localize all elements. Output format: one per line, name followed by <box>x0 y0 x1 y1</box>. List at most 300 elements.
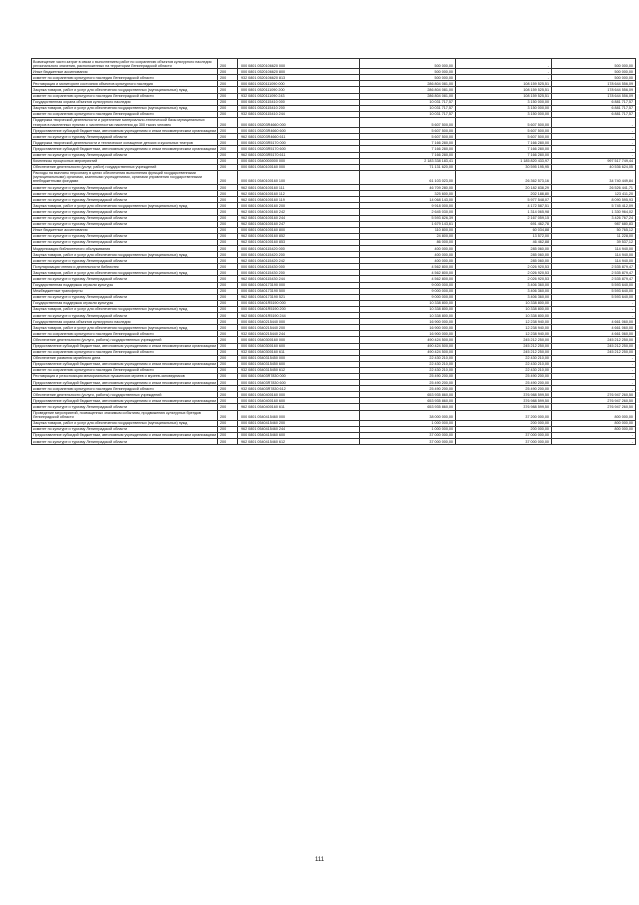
row-classification-cell: 000 0801 0540100160 100 <box>238 170 360 184</box>
row-unexecuted-amount-cell: 500 000,00 <box>552 59 636 69</box>
row-code-cell: 200 <box>218 105 238 111</box>
row-name-cell: комитет по сохранению культурного наследия Ленинградской области <box>32 367 218 373</box>
row-executed-amount-cell: 691 462,78 <box>456 221 552 227</box>
row-unexecuted-amount-cell: - <box>552 361 636 367</box>
row-approved-amount-cell: 61 103 023,00 <box>360 170 456 184</box>
row-code-cell: 200 <box>218 59 238 69</box>
row-code-cell: 200 <box>218 209 238 215</box>
row-name-cell: Предоставление субсидий бюджетным, автономным учреждениям и иным некоммерческим организациям <box>33 344 216 348</box>
row-name-cell: Реставрация и реэкспозиция мемориальных пушкинских музеев и музеев-заповедников <box>32 373 218 379</box>
row-classification-cell: 000 0801 0540315450 600 <box>238 361 360 367</box>
row-unexecuted-amount-cell: 5 593 640,00 <box>552 282 636 288</box>
row-executed-amount-cell: 2 026 920,53 <box>456 276 552 282</box>
row-name-cell: комитет по культуре и туризму Ленинградской области <box>32 258 218 264</box>
row-name-cell: Предоставление субсидий бюджетным, автономным учреждениям и иным некоммерческим организациям <box>33 128 216 133</box>
row-name-cell: комитет по культуре и туризму Ленинградской области <box>32 134 218 140</box>
row-code-cell: 200 <box>218 398 238 404</box>
row-executed-amount-cell: 3 406 360,00 <box>456 288 552 294</box>
row-name-cell: комитет по культуре и туризму Ленинградской области <box>32 313 218 319</box>
budget-table-body <box>32 59 636 445</box>
row-code-cell: 200 <box>218 164 238 170</box>
row-classification-cell: 932 0801 05403R7830 612 <box>238 386 360 392</box>
row-unexecuted-amount-cell: 4 661 060,00 <box>552 319 636 325</box>
row-code-cell: 200 <box>218 81 238 87</box>
row-classification-cell: 000 0801 0540315450 000 <box>238 355 360 361</box>
row-executed-amount-cell: 3 150 000,00 <box>456 105 552 111</box>
row-classification-cell: 962 0801 0540100160 247 <box>238 221 360 227</box>
row-executed-amount-cell: 5 607 500,00 <box>456 128 552 134</box>
row-code-cell: 200 <box>218 75 238 81</box>
row-approved-amount-cell: 325 600,00 <box>360 191 456 197</box>
row-classification-cell: 000 0801 0540415460 000 <box>238 410 360 420</box>
row-executed-amount-cell: - <box>456 69 552 75</box>
row-approved-amount-cell: 7 166 280,00 <box>360 152 456 158</box>
row-classification-cell: 932 0801 0540315450 612 <box>238 367 360 373</box>
row-approved-amount-cell: 5 607 500,00 <box>360 128 456 134</box>
row-classification-cell: 000 0801 0540173190 500 <box>238 288 360 294</box>
row-name-cell: комитет по культуре и туризму Ленинградской области <box>32 197 218 203</box>
row-unexecuted-amount-cell: 4 661 060,00 <box>552 331 636 337</box>
table-row <box>32 439 636 445</box>
row-unexecuted-amount-cell: 114 940,00 <box>552 258 636 264</box>
row-executed-amount-cell: 5 977 548,07 <box>456 197 552 203</box>
row-name-cell: комитет по культуре и туризму Ленинградской области <box>32 209 218 215</box>
row-name-cell: Иные бюджетные ассигнования <box>32 69 218 75</box>
row-approved-amount-cell: 22 430 210,00 <box>360 355 456 361</box>
row-name-cell: Поддержка творческой деятельности и техническое оснащение детских и кукольных театров <box>32 140 218 146</box>
row-name-cell: Предоставление субсидий бюджетным, автономным учреждениям и иным некоммерческим организациям <box>33 146 216 151</box>
row-code-cell: 200 <box>218 380 238 386</box>
row-name-cell: Закупка товаров, работ и услуг для обеспечения государственных (муниципальных) нужд <box>32 105 218 111</box>
row-executed-amount-cell: 22 430 210,00 <box>456 361 552 367</box>
row-classification-cell: 000 0801 0540215440 200 <box>238 325 360 331</box>
row-code-cell: 200 <box>218 373 238 379</box>
row-executed-amount-cell: 285 060,00 <box>456 246 552 252</box>
row-executed-amount-cell: 46 462,88 <box>456 239 552 245</box>
row-code-cell: 200 <box>218 203 238 209</box>
table-row <box>32 59 636 69</box>
row-executed-amount-cell: 202 188,80 <box>456 191 552 197</box>
row-approved-amount-cell: 400 000,00 <box>360 258 456 264</box>
row-approved-amount-cell: 10 338 800,00 <box>360 300 456 306</box>
row-code-cell: 200 <box>218 349 238 355</box>
row-executed-amount-cell: 20 182 838,29 <box>456 185 552 191</box>
row-name-cell: Государственная охрана объектов культурного наследия <box>32 319 218 325</box>
row-unexecuted-amount-cell: - <box>552 152 636 158</box>
row-classification-cell: 000 0801 0540400160 000 <box>238 392 360 398</box>
row-classification-cell: 000 0801 05403R7830 000 <box>238 373 360 379</box>
row-unexecuted-amount-cell: 40 536 624,05 <box>552 164 636 170</box>
row-executed-amount-cell: 60 034,88 <box>456 227 552 233</box>
row-classification-cell: 000 0801 05203R5170 600 <box>238 146 360 152</box>
row-approved-amount-cell: 286 804 081,00 <box>360 93 456 99</box>
row-code-cell: 200 <box>218 128 238 134</box>
row-code-cell: 200 <box>218 117 238 127</box>
row-unexecuted-amount-cell: - <box>552 140 636 146</box>
row-unexecuted-amount-cell: 800 000,00 <box>552 410 636 420</box>
row-unexecuted-amount-cell: 178 644 556,09 <box>552 81 636 87</box>
row-approved-amount-cell: 653 935 860,00 <box>360 404 456 410</box>
row-unexecuted-amount-cell: - <box>552 306 636 312</box>
row-approved-amount-cell: 10 031 717,57 <box>360 111 456 117</box>
row-name-cell: комитет по культуре и туризму Ленинградской области <box>32 294 218 300</box>
row-code-cell: 200 <box>218 215 238 221</box>
row-name-cell: комитет по культуре и туризму Ленинградской области <box>32 239 218 245</box>
row-classification-cell: 000 0801 0520106620 800 <box>238 69 360 75</box>
row-name-cell: Закупка товаров, работ и услуг для обеспечения государственных (муниципальных) нужд <box>32 306 218 312</box>
row-name-cell: Популяризация чтения и деятельности библиотек <box>32 264 218 270</box>
row-executed-amount-cell: 376 988 599,50 <box>456 392 552 398</box>
row-name-cell: комитет по культуре и туризму Ленинградской области <box>32 152 218 158</box>
row-unexecuted-amount-cell: 997 517 749,44 <box>552 158 636 164</box>
row-executed-amount-cell: 22 430 210,00 <box>456 367 552 373</box>
row-unexecuted-amount-cell: 500 000,00 <box>552 75 636 81</box>
row-classification-cell: 932 0801 0520106620 813 <box>238 75 360 81</box>
row-name-cell: Закупка товаров, работ и услуг для обеспечения государственных (муниципальных) нужд <box>32 252 218 258</box>
row-unexecuted-amount-cell: 3 426 767,24 <box>552 215 636 221</box>
row-executed-amount-cell: 376 988 599,50 <box>456 398 552 404</box>
row-classification-cell: 962 0801 0540100160 244 <box>238 215 360 221</box>
row-name-cell: Закупка товаров, работ и услуг для обеспечения государственных (муниципальных) нужд <box>32 420 218 426</box>
row-classification-cell: 000 0801 05401R5190 200 <box>238 306 360 312</box>
row-approved-amount-cell: 9 000 000,00 <box>360 282 456 288</box>
row-executed-amount-cell: 2 026 920,53 <box>456 264 552 270</box>
row-classification-cell: 962 0801 0540100160 852 <box>238 233 360 239</box>
row-unexecuted-amount-cell: 800 000,00 <box>552 420 636 426</box>
row-classification-cell: 962 0801 0540100160 242 <box>238 209 360 215</box>
row-classification-cell: 962 0801 0540100160 853 <box>238 239 360 245</box>
row-code-cell: 200 <box>218 337 238 343</box>
row-executed-amount-cell: 7 166 280,00 <box>456 152 552 158</box>
row-code-cell: 200 <box>218 355 238 361</box>
row-unexecuted-amount-cell: - <box>552 432 636 438</box>
row-executed-amount-cell: 376 988 599,50 <box>456 404 552 410</box>
row-classification-cell: 000 0801 0520111090 000 <box>238 81 360 87</box>
row-classification-cell: 962 0801 0540415460 244 <box>238 426 360 432</box>
row-classification-cell: 000 0801 05401R5190 000 <box>238 300 360 306</box>
row-classification-cell: 000 0801 0520106620 000 <box>238 59 360 69</box>
row-approved-amount-cell: 46 709 280,00 <box>360 185 456 191</box>
row-code-cell: 200 <box>218 264 238 270</box>
row-classification-cell: 962 0801 0540415460 612 <box>238 439 360 445</box>
budget-table <box>31 58 636 445</box>
row-code-cell: 200 <box>218 191 238 197</box>
row-executed-amount-cell: 10 338 800,00 <box>456 300 552 306</box>
row-code-cell: 200 <box>218 367 238 373</box>
row-executed-amount-cell: 7 166 280,00 <box>456 140 552 146</box>
row-approved-amount-cell: 5 593 826,39 <box>360 215 456 221</box>
row-code-cell: 200 <box>218 197 238 203</box>
row-name-cell: комитет по культуре и туризму Ленинградской области <box>32 221 218 227</box>
row-classification-cell: 000 0801 0540300160 600 <box>238 343 360 349</box>
row-code-cell: 200 <box>218 221 238 227</box>
row-name-cell: Иные бюджетные ассигнования <box>32 227 218 233</box>
row-unexecuted-amount-cell: 34 740 449,84 <box>552 170 636 184</box>
row-code-cell: 200 <box>218 294 238 300</box>
row-name-cell: Обеспечение деятельности (услуг, работ) государственных учреждений <box>32 164 218 170</box>
row-executed-amount-cell: 1 185 820 433,97 <box>456 158 552 164</box>
row-approved-amount-cell: 400 000,00 <box>360 246 456 252</box>
row-name-cell: комитет по культуре и туризму Ленинградской области <box>32 426 218 432</box>
row-approved-amount-cell: 16 900 000,00 <box>360 331 456 337</box>
row-approved-amount-cell: 653 935 860,00 <box>360 392 456 398</box>
row-code-cell: 200 <box>218 146 238 152</box>
row-unexecuted-amount-cell: - <box>552 146 636 152</box>
row-unexecuted-amount-cell: 50 765,12 <box>552 227 636 233</box>
row-code-cell: 200 <box>218 306 238 312</box>
row-code-cell: 200 <box>218 69 238 75</box>
row-unexecuted-amount-cell: - <box>552 439 636 445</box>
row-name-cell: Поддержка творческой деятельности и укрепление материально-технической базы муниципальных театров в населенных пунктах с численностью населения до 300 тысяч человек <box>32 117 218 127</box>
row-name-cell: Обеспечение деятельности (услуги, работы) государственных учреждений <box>32 337 218 343</box>
row-name-cell: комитет по сохранению культурного наследия Ленинградской области <box>32 349 218 355</box>
row-code-cell: 200 <box>218 404 238 410</box>
row-classification-cell: 932 0801 0520115410 244 <box>238 111 360 117</box>
row-approved-amount-cell: 86 000,00 <box>360 239 456 245</box>
row-unexecuted-amount-cell: 2 535 879,47 <box>552 270 636 276</box>
row-classification-cell: 962 0801 05203R5170 611 <box>238 152 360 158</box>
row-approved-amount-cell: 653 935 860,00 <box>360 398 456 404</box>
row-classification-cell: 000 0801 0540000000 000 <box>238 158 360 164</box>
row-approved-amount-cell: 9 000 000,00 <box>360 294 456 300</box>
row-code-cell: 200 <box>218 410 238 420</box>
row-name-cell: комитет по сохранению культурного наследия Ленинградской области <box>32 111 218 117</box>
row-approved-amount-cell: 4 562 800,00 <box>360 276 456 282</box>
row-classification-cell: 000 0801 05403R7830 600 <box>238 380 360 386</box>
row-unexecuted-amount-cell: 6 881 717,57 <box>552 111 636 117</box>
row-executed-amount-cell: 10 338 800,00 <box>456 313 552 319</box>
row-unexecuted-amount-cell: 5 593 640,00 <box>552 294 636 300</box>
row-code-cell: 200 <box>218 140 238 146</box>
row-name-cell: Закупка товаров, работ и услуг для обеспечения государственных (муниципальных) нужд <box>32 325 218 331</box>
row-classification-cell: 000 0801 0540115420 200 <box>238 252 360 258</box>
row-classification-cell: 000 0801 05203R5170 000 <box>238 140 360 146</box>
row-approved-amount-cell: 7 166 280,00 <box>360 140 456 146</box>
row-executed-amount-cell: 37 200 000,00 <box>456 410 552 420</box>
row-unexecuted-amount-cell: 6 881 717,57 <box>552 105 636 111</box>
row-code-cell: 200 <box>218 185 238 191</box>
row-code-cell: 200 <box>218 276 238 282</box>
row-classification-cell: 962 0801 0540400160 611 <box>238 404 360 410</box>
row-approved-amount-cell: 490 424 500,00 <box>360 337 456 343</box>
row-approved-amount-cell: 490 424 500,00 <box>360 343 456 349</box>
row-classification-cell: 962 0801 05203R4660 611 <box>238 134 360 140</box>
row-executed-amount-cell: 10 338 800,00 <box>456 306 552 312</box>
row-classification-cell: 000 0801 0540173190 000 <box>238 282 360 288</box>
row-unexecuted-amount-cell: 245 212 250,00 <box>552 337 636 343</box>
row-code-cell: 200 <box>218 392 238 398</box>
row-name-cell: Обеспечение развития музейного дела <box>32 355 218 361</box>
row-executed-amount-cell: 26 362 573,16 <box>456 170 552 184</box>
row-unexecuted-amount-cell: 26 526 441,71 <box>552 185 636 191</box>
row-approved-amount-cell: 22 430 210,00 <box>360 367 456 373</box>
row-classification-cell: 962 0801 0540100160 112 <box>238 191 360 197</box>
row-approved-amount-cell: 500 000,00 <box>360 59 456 69</box>
row-executed-amount-cell: 12 238 940,00 <box>456 319 552 325</box>
row-approved-amount-cell: 10 338 800,00 <box>360 313 456 319</box>
row-code-cell: 200 <box>218 158 238 164</box>
row-code-cell: 200 <box>218 432 238 438</box>
row-approved-amount-cell: 10 031 717,57 <box>360 105 456 111</box>
row-classification-cell: 962 0801 05401R5190 244 <box>238 313 360 319</box>
row-executed-amount-cell: 4 172 587,51 <box>456 203 552 209</box>
row-unexecuted-amount-cell: - <box>552 380 636 386</box>
row-unexecuted-amount-cell: 123 411,20 <box>552 191 636 197</box>
row-approved-amount-cell: 37 000 000,00 <box>360 432 456 438</box>
row-executed-amount-cell: 1 314 065,98 <box>456 209 552 215</box>
row-classification-cell: 932 0801 0520111090 243 <box>238 93 360 99</box>
row-code-cell: 200 <box>218 343 238 349</box>
row-classification-cell: 000 0801 0540415460 600 <box>238 432 360 438</box>
row-unexecuted-amount-cell: - <box>552 386 636 392</box>
row-executed-amount-cell: 3 406 360,00 <box>456 282 552 288</box>
row-code-cell: 200 <box>218 227 238 233</box>
row-executed-amount-cell: 3 150 000,00 <box>456 111 552 117</box>
row-approved-amount-cell: 9 918 000,00 <box>360 203 456 209</box>
row-name-cell: Предоставление субсидий бюджетным, автономным учреждениям и иным некоммерческим организациям <box>33 398 216 403</box>
row-classification-cell: 000 0801 0540215440 000 <box>238 319 360 325</box>
row-executed-amount-cell: 7 166 280,00 <box>456 146 552 152</box>
row-approved-amount-cell: 25 490 200,00 <box>360 373 456 379</box>
row-name-cell: комитет по сохранению культурного наследия Ленинградской области <box>32 93 218 99</box>
row-approved-amount-cell: 71 131 620,00 <box>360 164 456 170</box>
row-unexecuted-amount-cell: - <box>552 300 636 306</box>
row-classification-cell: 000 0801 0540115430 000 <box>238 264 360 270</box>
row-name-cell: Предоставление субсидий бюджетным, автономным учреждениям и иным некоммерческим организациям <box>33 380 216 385</box>
row-code-cell: 200 <box>218 239 238 245</box>
row-approved-amount-cell: 14 068 143,00 <box>360 197 456 203</box>
row-executed-amount-cell: 2 026 920,53 <box>456 270 552 276</box>
row-classification-cell: 962 0801 0540115430 244 <box>238 276 360 282</box>
row-unexecuted-amount-cell: - <box>552 355 636 361</box>
row-executed-amount-cell: 22 430 210,00 <box>456 355 552 361</box>
row-unexecuted-amount-cell: 2 535 879,47 <box>552 276 636 282</box>
row-unexecuted-amount-cell: 178 644 556,09 <box>552 93 636 99</box>
row-name-cell: комитет по культуре и туризму Ленинградской области <box>32 191 218 197</box>
row-code-cell: 200 <box>218 93 238 99</box>
row-code-cell: 200 <box>218 386 238 392</box>
row-approved-amount-cell: 110 800,00 <box>360 227 456 233</box>
row-approved-amount-cell: 5 607 500,00 <box>360 134 456 140</box>
row-code-cell: 200 <box>218 361 238 367</box>
row-classification-cell: 962 0801 0540115420 242 <box>238 258 360 264</box>
row-classification-cell: 000 0801 0540100160 200 <box>238 203 360 209</box>
row-classification-cell: 000 0801 0540115430 200 <box>238 270 360 276</box>
row-name-cell: Комплексы процессных мероприятий <box>32 158 218 164</box>
row-executed-amount-cell: 200 000,00 <box>456 426 552 432</box>
row-code-cell: 200 <box>218 246 238 252</box>
row-name-cell: Закупка товаров, работ и услуг для обеспечения государственных (муниципальных) нужд <box>32 270 218 276</box>
row-name-cell: комитет по культуре и туризму Ленинградской области <box>32 215 218 221</box>
row-executed-amount-cell: 12 238 940,00 <box>456 331 552 337</box>
row-executed-amount-cell: 25 490 200,00 <box>456 380 552 386</box>
row-name-cell: Расходы на выплаты персоналу в целях обеспечения выполнения функций государственными (муниципальными) органами, казенными учреждениями, органами управления государственными внебюджетными фондами <box>32 170 218 184</box>
row-approved-amount-cell: 1 679 143,61 <box>360 221 456 227</box>
row-classification-cell: 000 0801 0520115410 200 <box>238 105 360 111</box>
row-unexecuted-amount-cell: 2 535 879,47 <box>552 264 636 270</box>
row-executed-amount-cell: - <box>456 75 552 81</box>
row-approved-amount-cell: 500 000,00 <box>360 69 456 75</box>
row-executed-amount-cell: 5 607 500,00 <box>456 117 552 127</box>
row-executed-amount-cell: 37 000 000,00 <box>456 432 552 438</box>
row-executed-amount-cell: 5 607 500,00 <box>456 134 552 140</box>
row-unexecuted-amount-cell: 178 644 556,09 <box>552 87 636 93</box>
row-unexecuted-amount-cell: - <box>552 128 636 134</box>
row-code-cell: 200 <box>218 288 238 294</box>
budget-table-sheet <box>31 58 633 445</box>
row-code-cell: 200 <box>218 313 238 319</box>
row-classification-cell: 000 0801 05203R4660 600 <box>238 128 360 134</box>
row-executed-amount-cell: 245 212 250,00 <box>456 337 552 343</box>
row-approved-amount-cell: 286 804 081,00 <box>360 87 456 93</box>
row-unexecuted-amount-cell: 276 947 260,50 <box>552 392 636 398</box>
row-name-cell: комитет по культуре и туризму Ленинградской области <box>32 185 218 191</box>
row-code-cell: 200 <box>218 258 238 264</box>
row-approved-amount-cell: 10 031 717,57 <box>360 99 456 105</box>
row-approved-amount-cell: 38 000 000,00 <box>360 410 456 420</box>
row-classification-cell: 932 0801 0540215440 244 <box>238 331 360 337</box>
row-code-cell: 200 <box>218 282 238 288</box>
row-executed-amount-cell: 30 595 195,95 <box>456 164 552 170</box>
page-number: 111 <box>314 857 325 863</box>
row-approved-amount-cell: 25 490 200,00 <box>360 380 456 386</box>
row-code-cell: 200 <box>218 319 238 325</box>
table-row <box>32 117 636 127</box>
row-executed-amount-cell: 285 060,00 <box>456 252 552 258</box>
row-unexecuted-amount-cell: 5 593 640,00 <box>552 288 636 294</box>
row-unexecuted-amount-cell: 276 947 260,50 <box>552 398 636 404</box>
row-unexecuted-amount-cell: 500 000,00 <box>552 69 636 75</box>
row-classification-cell: 962 0801 0540173190 521 <box>238 294 360 300</box>
row-code-cell: 200 <box>218 439 238 445</box>
row-approved-amount-cell: 10 338 800,00 <box>360 306 456 312</box>
row-classification-cell: 000 0801 0520111090 200 <box>238 87 360 93</box>
row-classification-cell: 962 0801 0540100160 119 <box>238 197 360 203</box>
row-code-cell: 200 <box>218 152 238 158</box>
row-name-cell: комитет по культуре и туризму Ленинградской области <box>32 404 218 410</box>
row-classification-cell: 962 0801 0540100160 111 <box>238 185 360 191</box>
row-executed-amount-cell: 245 212 250,00 <box>456 343 552 349</box>
row-name-cell: комитет по сохранению культурного наследия Ленинградской области <box>32 75 218 81</box>
row-executed-amount-cell: 12 238 940,00 <box>456 325 552 331</box>
row-unexecuted-amount-cell: 114 940,00 <box>552 252 636 258</box>
row-unexecuted-amount-cell: - <box>552 313 636 319</box>
row-name-cell: комитет по сохранению культурного наследия Ленинградской области <box>32 331 218 337</box>
row-approved-amount-cell: 9 000 000,00 <box>360 288 456 294</box>
row-unexecuted-amount-cell: 4 661 060,00 <box>552 325 636 331</box>
row-approved-amount-cell: 500 000,00 <box>360 75 456 81</box>
row-code-cell: 200 <box>218 111 238 117</box>
row-approved-amount-cell: 4 562 800,00 <box>360 264 456 270</box>
row-unexecuted-amount-cell: 276 947 260,50 <box>552 404 636 410</box>
row-code-cell: 200 <box>218 300 238 306</box>
row-name-cell: Проведение мероприятий, посвященных значимым событиям, продвижению культурных брендов Ленинградской области <box>32 410 218 420</box>
row-classification-cell: 000 0801 0540115420 000 <box>238 246 360 252</box>
row-executed-amount-cell: 108 159 525,51 <box>456 93 552 99</box>
row-code-cell: 200 <box>218 252 238 258</box>
table-row <box>32 170 636 184</box>
row-classification-cell: 000 0801 0540415460 200 <box>238 420 360 426</box>
row-classification-cell: 932 0801 0540300160 611 <box>238 349 360 355</box>
row-name-cell: Реставрация и мониторинг состояния объектов культурного наследия <box>32 81 218 87</box>
row-approved-amount-cell: 400 000,00 <box>360 252 456 258</box>
row-unexecuted-amount-cell: - <box>552 117 636 127</box>
row-name-cell: комитет по сохранению культурного наследия Ленинградской области <box>32 386 218 392</box>
row-name-cell: Закупка товаров, работ и услуг для обеспечения государственных (муниципальных) нужд <box>32 203 218 209</box>
row-name-cell: Обеспечение деятельности (услуги, работы) государственных учреждений <box>32 392 218 398</box>
row-code-cell: 200 <box>218 420 238 426</box>
row-approved-amount-cell: 286 804 081,00 <box>360 81 456 87</box>
